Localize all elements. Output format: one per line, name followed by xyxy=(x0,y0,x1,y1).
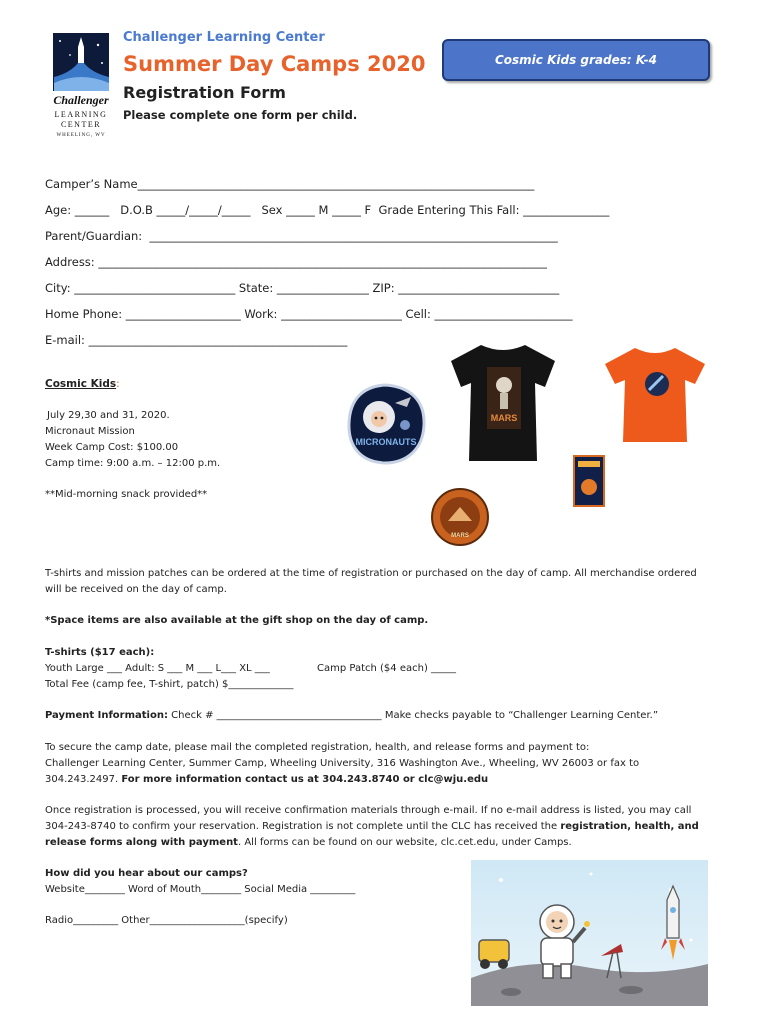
logo-line1: LEARNING xyxy=(54,110,108,119)
camp-heading xyxy=(45,377,120,392)
confirm-line1: Once registration is processed, you will receive confirmation materials through e-mail. If no e-mail address is listed, you may call xyxy=(45,805,692,816)
camp-heading-text: Cosmic Kids xyxy=(45,378,117,390)
micronauts-patch-image xyxy=(345,383,427,465)
payment-text: Check # _________________________________ Make checks payable to “Challenger Learning Center.” xyxy=(167,710,659,721)
survey-other-field[interactable]: Radio_________ Other___________________(specify) xyxy=(45,915,288,926)
tshirt-heading: T-shirts ($17 each): xyxy=(45,647,155,658)
form-title: Registration Form xyxy=(123,83,286,102)
payment-info[interactable] xyxy=(45,708,658,723)
confirm-line2-text: 304-243-8740 to confirm your reservation. Registration is not complete until the CLC has received the xyxy=(45,821,561,832)
logo-line2: CENTER xyxy=(60,120,102,129)
confirm-line2 xyxy=(45,819,699,834)
confirm-line2-bold: registration, health, and xyxy=(560,821,699,832)
logo-word: Challenger xyxy=(53,93,109,107)
book-image xyxy=(573,455,605,507)
tshirt-sizes-field[interactable]: Youth Large ___ Adult: S ___ M ___ L___ XL ___ xyxy=(45,663,270,674)
camp-patch-field[interactable]: Camp Patch ($4 each) _____ xyxy=(317,663,457,674)
total-fee-field[interactable]: Total Fee (camp fee, T-shirt, patch) $_____________ xyxy=(45,679,294,690)
snack-note: **Mid-morning snack provided** xyxy=(45,489,208,500)
camp-time: Camp time: 9:00 a.m. – 12:00 p.m. xyxy=(45,458,221,469)
astronaut-illustration xyxy=(471,860,708,1006)
parent-guardian-field[interactable]: Parent/Guardian: _______________________________________________________________________ xyxy=(45,229,558,243)
orange-tshirt-image xyxy=(601,344,709,444)
camp-mission: Micronaut Mission xyxy=(45,426,135,437)
confirm-line3-bold: release forms along with payment xyxy=(45,837,238,848)
survey-options-field[interactable]: Website________ Word of Mouth________ Social Media _________ xyxy=(45,884,356,895)
confirm-line3 xyxy=(45,835,572,850)
mail-line3 xyxy=(45,772,488,787)
tshirt-mars-label: MARS xyxy=(490,413,518,423)
merch-line1: T-shirts and mission patches can be ordered at the time of registration or purchased on the day of camp. All merchandise ordered xyxy=(45,568,697,579)
email-field[interactable]: E-mail: _____________________________________________ xyxy=(45,333,348,347)
org-name: Challenger Learning Center xyxy=(123,30,325,45)
form-instruction: Please complete one form per child. xyxy=(123,108,358,122)
challenger-logo xyxy=(50,33,112,151)
grade-badge: Cosmic Kids grades: K-4 xyxy=(442,39,710,81)
contact-info: For more information contact us at 304.243.8740 or clc@wju.edu xyxy=(121,774,489,785)
merch-line2: will be received on the day of camp. xyxy=(45,584,227,595)
address-field[interactable]: Address: ______________________________________________________________________________ xyxy=(45,255,547,269)
camp-heading-colon: : xyxy=(116,378,120,390)
micronauts-patch-label: MICRONAUTS xyxy=(355,437,417,447)
age-dob-sex-grade-field[interactable]: Age: ______ D.O.B _____/_____/_____ Sex _____ M _____ F Grade Entering This Fall: _______________ xyxy=(45,203,610,217)
logo-line3: WHEELING, WV xyxy=(56,133,106,138)
page-title: Summer Day Camps 2020 xyxy=(123,52,426,76)
mars-patch-label: MARS xyxy=(451,533,469,539)
mars-patch-image xyxy=(430,487,490,547)
city-state-zip-field[interactable]: City: ____________________________ State: ________________ ZIP: ____________________________ xyxy=(45,281,560,295)
payment-label: Payment Information: xyxy=(45,710,168,721)
survey-heading: How did you hear about our camps? xyxy=(45,868,248,879)
camper-name-field[interactable]: Camper’s Name_____________________________________________________________________ xyxy=(45,177,535,191)
camp-cost: Week Camp Cost: $100.00 xyxy=(45,442,179,453)
black-tshirt-image xyxy=(447,341,559,465)
mail-line1: To secure the camp date, please mail the completed registration, health, and release forms and payment to: xyxy=(45,742,590,753)
gift-shop-note: *Space items are also available at the gift shop on the day of camp. xyxy=(45,615,429,626)
camp-dates: July 29,30 and 31, 2020. xyxy=(47,410,170,421)
confirm-line3-text: . All forms can be found on our website, clc.cet.edu, under Camps. xyxy=(237,837,572,848)
fax-number: 304.243.2497. xyxy=(45,774,122,785)
phone-field[interactable]: Home Phone: ____________________ Work: _____________________ Cell: ________________________ xyxy=(45,307,573,321)
mail-line2: Challenger Learning Center, Summer Camp, Wheeling University, 316 Washington Ave., Wheeling, WV 26003 or fax to xyxy=(45,758,640,769)
